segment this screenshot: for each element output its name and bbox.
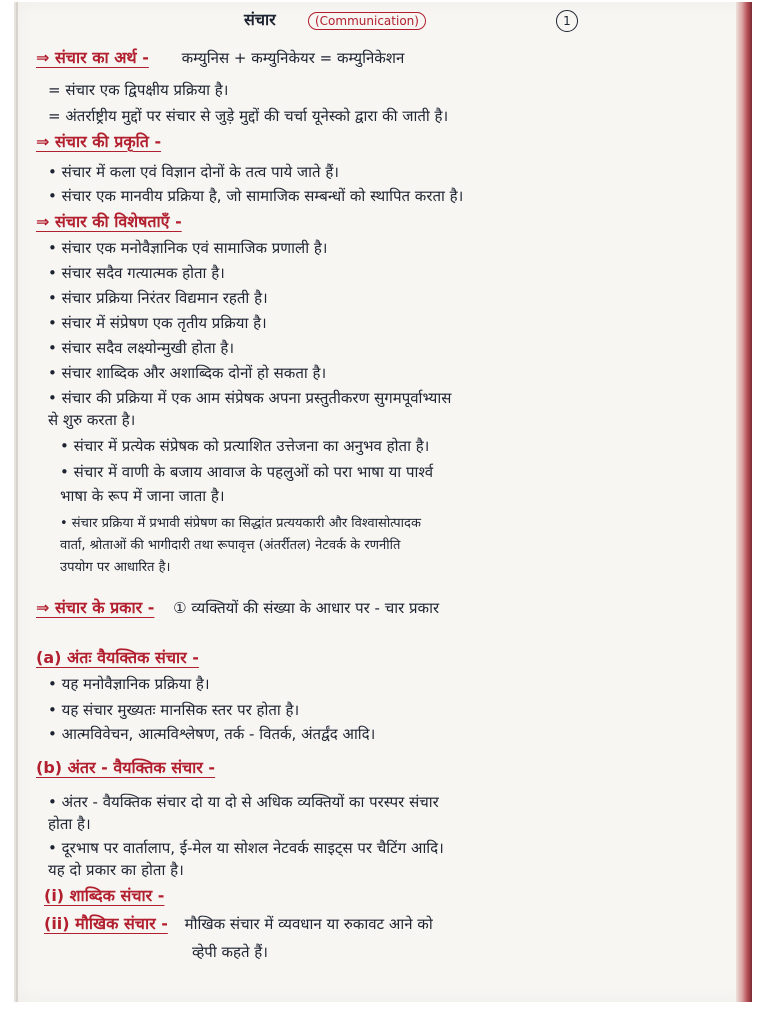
intra-line-2: • यह संचार मुख्यतः मानसिक स्तर पर होता है। [48, 701, 300, 719]
heading-nature: ⇒ संचार की प्रकृति - [36, 132, 162, 151]
feature-line-5: • संचार सदैव लक्ष्योन्मुखी होता है। [48, 339, 235, 357]
feature-line-9: • संचार में प्रत्येक संप्रेषक को प्रत्याशित उत्तेजना का अनुभव होता है। [60, 437, 430, 455]
feature-line-13: वार्ता, श्रोताओं की भागीदारी तथा रूपावृत्त (अंतर्रीतल) नेटवर्क के रणनीति [60, 538, 401, 553]
types-subheading: ① व्यक्तियों की संख्या के आधार पर - चार प्रकार [173, 599, 440, 617]
meaning-line-1: = संचार एक द्विपक्षीय प्रक्रिया है। [48, 81, 229, 99]
feature-line-3: • संचार प्रक्रिया निरंतर विद्यमान रहती है। [48, 289, 268, 307]
feature-line-4: • संचार में संप्रेषण एक तृतीय प्रक्रिया है। [48, 314, 267, 332]
heading-meaning: ⇒ संचार का अर्थ - [36, 48, 149, 67]
inter-line-3: • दूरभाष पर वार्तालाप, ई-मेल या सोशल नेटवर्क साइट्स पर चैटिंग आदि। [48, 839, 444, 857]
meaning-formula: कम्युनिस + कम्युनिकेयर = कम्युनिकेशन [181, 49, 405, 67]
feature-line-11: भाषा के रूप में जाना जाता है। [60, 487, 225, 505]
feature-line-10: • संचार में वाणी के बजाय आवाज के पहलुओं को परा भाषा या पार्श्व [60, 463, 434, 481]
oral-text-line-2: व्हेपी कहते हैं। [192, 943, 268, 961]
notebook-page [14, 2, 752, 1002]
inter-line-1: • अंतर - वैयक्तिक संचार दो या दो से अधिक व्यक्तियों का परस्पर संचार [48, 793, 439, 811]
inter-line-2: होता है। [48, 815, 91, 833]
feature-line-7: • संचार की प्रक्रिया में एक आम संप्रेषक अपना प्रस्तुतीकरण सुगमपूर्वाभ्यास [48, 389, 452, 407]
oral-text: मौखिक संचार में व्यवधान या रुकावट आने को [184, 915, 433, 933]
heading-oral: (ii) मौखिक संचार - [44, 914, 168, 933]
feature-line-12: • संचार प्रक्रिया में प्रभावी संप्रेषण का सिद्धांत प्रत्ययकारी और विश्वासोत्पादक [60, 516, 421, 531]
section-meaning [36, 48, 752, 68]
page-number: 1 [556, 10, 578, 32]
nature-line-2: • संचार एक मानवीय प्रक्रिया है, जो सामाजिक सम्बन्धों को स्थापित करता है। [48, 187, 464, 205]
heading-types: ⇒ संचार के प्रकार - [36, 598, 155, 617]
section-types [36, 598, 752, 618]
feature-line-6: • संचार शाब्दिक और अशाब्दिक दोनों हो सकता है। [48, 364, 327, 382]
inter-line-4: यह दो प्रकार का होता है। [48, 861, 184, 879]
feature-line-14: उपयोग पर आधारित है। [60, 560, 171, 575]
feature-line-1: • संचार एक मनोवैज्ञानिक एवं सामाजिक प्रणाली है। [48, 239, 328, 257]
heading-verbal: (i) शाब्दिक संचार - [44, 886, 165, 905]
intra-line-3: • आत्मविवेचन, आत्मविश्लेषण, तर्क - वितर्क, अंतर्द्वंद आदि। [48, 725, 376, 743]
heading-features: ⇒ संचार की विशेषताएँ - [36, 212, 182, 231]
feature-line-8: से शुरु करता है। [48, 411, 136, 429]
heading-interpersonal: (b) अंतर - वैयक्तिक संचार - [36, 758, 216, 777]
nature-line-1: • संचार में कला एवं विज्ञान दोनों के तत्व पाये जाते हैं। [48, 163, 339, 181]
page-title: संचार [244, 10, 276, 29]
meaning-line-2: = अंतर्राष्ट्रीय मुद्दों पर संचार से जुड़े मुद्दों की चर्चा यूनेस्को द्वारा की जाती है। [48, 107, 449, 125]
page-title-english: (Communication) [308, 12, 426, 30]
feature-line-2: • संचार सदैव गत्यात्मक होता है। [48, 264, 225, 282]
heading-intrapersonal: (a) अंतः वैयक्तिक संचार - [36, 648, 199, 667]
page-margin-line [16, 2, 18, 1002]
section-oral [44, 914, 752, 934]
intra-line-1: • यह मनोवैज्ञानिक प्रक्रिया है। [48, 675, 210, 693]
